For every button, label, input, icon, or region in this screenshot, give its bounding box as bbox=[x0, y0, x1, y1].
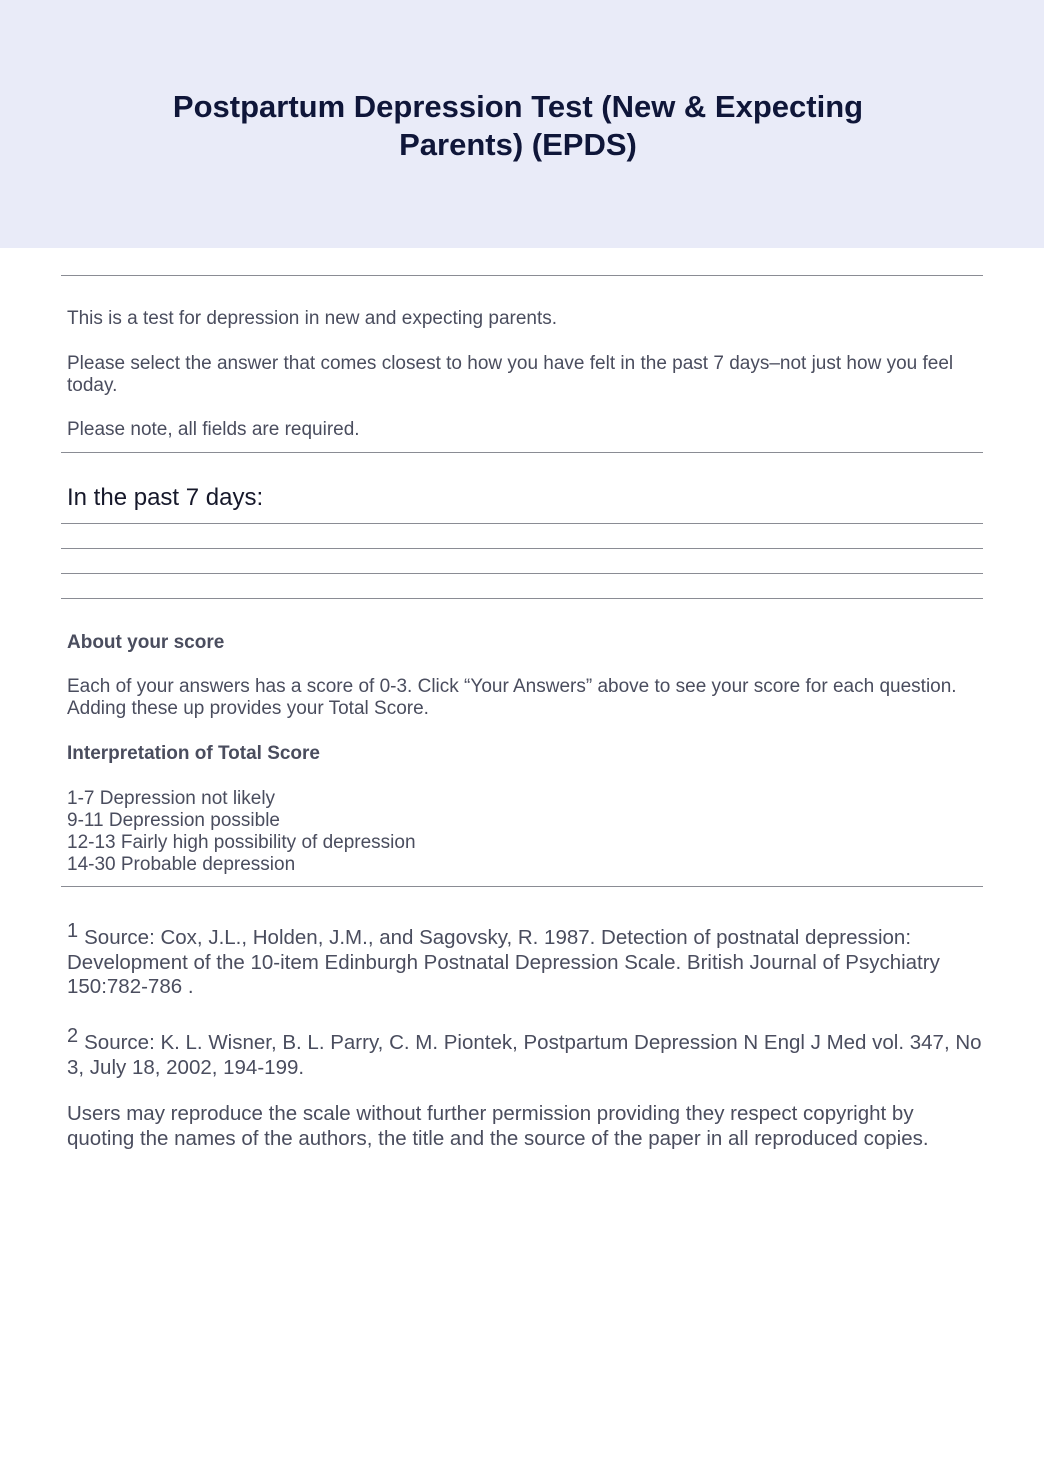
question-divider bbox=[61, 573, 983, 574]
source-text: Source: Cox, J.L., Holden, J.M., and Sagovsky, R. 1987. Detection of postnatal depression: Development of the 10-item Edinburgh Postnatal Depression Scale. British Journal of Psychiatry 150:782-786 . bbox=[67, 926, 940, 998]
footnote-number: 1 bbox=[67, 920, 79, 942]
about-score-text: Each of your answers has a score of 0-3. Click “Your Answers” above to see your score for each question. Adding these up provides your Total Score. bbox=[67, 676, 957, 719]
divider bbox=[61, 886, 983, 887]
interpretation-list bbox=[67, 788, 982, 876]
about-score-heading: About your score bbox=[67, 632, 225, 653]
footnote-number: 2 bbox=[67, 1025, 79, 1047]
interpretation-item: 9-11 Depression possible bbox=[67, 810, 280, 831]
question-divider bbox=[61, 598, 983, 599]
question-divider bbox=[61, 548, 983, 549]
interpretation-item: 1-7 Depression not likely bbox=[67, 788, 276, 809]
divider bbox=[61, 452, 983, 453]
copyright-notice: Users may reproduce the scale without further permission providing they respect copyright by quoting the names of the authors, the title and the source of the paper in all reproduced copies. bbox=[67, 1102, 929, 1150]
intro-instructions: Please select the answer that comes closest to how you have felt in the past 7 days–not just how you feel today. bbox=[67, 353, 954, 396]
questions-heading: In the past 7 days: bbox=[67, 484, 264, 511]
divider bbox=[61, 275, 983, 276]
source-note bbox=[67, 920, 982, 1000]
question-divider bbox=[61, 523, 983, 524]
page-header bbox=[0, 0, 1044, 248]
intro-text: This is a test for depression in new and expecting parents. bbox=[67, 308, 558, 329]
interpretation-item: 12-13 Fairly high possibility of depression bbox=[67, 832, 416, 853]
required-note: Please note, all fields are required. bbox=[67, 419, 360, 440]
source-text: Source: K. L. Wisner, B. L. Parry, C. M. Piontek, Postpartum Depression N Engl J Med vol. 347, No 3, July 18, 2002, 194-199. bbox=[67, 1031, 982, 1079]
page-title: Postpartum Depression Test (New & Expecting Parents) (EPDS) bbox=[172, 89, 864, 162]
interpretation-heading: Interpretation of Total Score bbox=[67, 743, 321, 764]
interpretation-item: 14-30 Probable depression bbox=[67, 854, 296, 875]
source-note bbox=[67, 1025, 982, 1080]
